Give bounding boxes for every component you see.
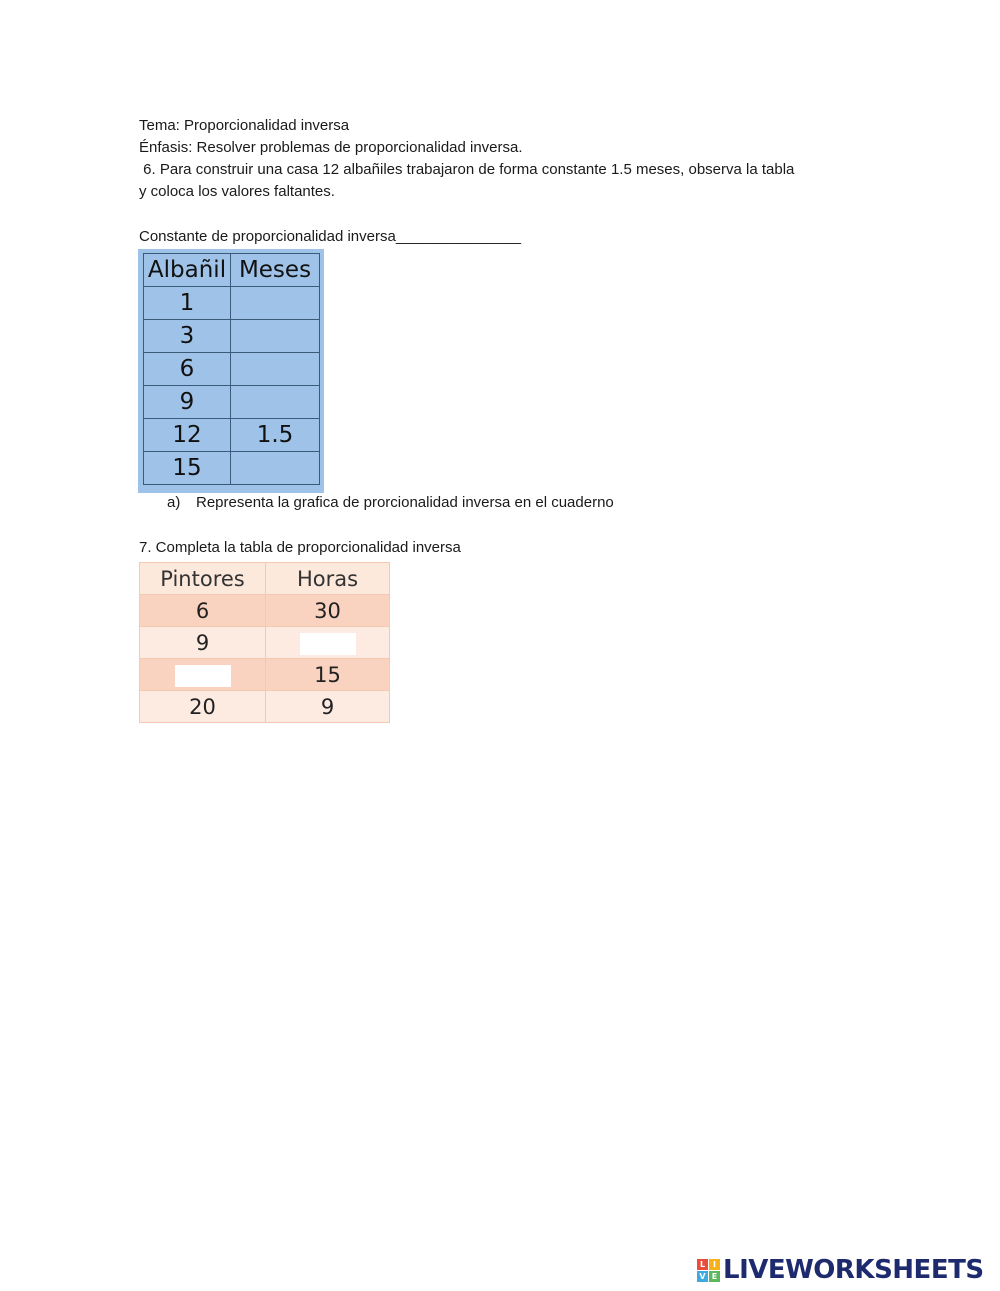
logo-text: LIVEWORKSHEETS <box>723 1255 984 1285</box>
constant-label: Constante de proporcionalidad inversa_______________ <box>139 228 521 245</box>
emphasis-line: Énfasis: Resolver problemas de proporcionalidad inversa. <box>139 139 523 156</box>
albanil-cell: 12 <box>144 419 231 452</box>
albanil-table <box>138 249 324 493</box>
pintores-cell: 9 <box>140 627 266 659</box>
horas-cell: 9 <box>266 691 390 723</box>
table-row <box>144 353 320 386</box>
item-a-marker: a) <box>167 494 181 511</box>
meses-answer-cell[interactable] <box>231 386 320 419</box>
header-meses: Meses <box>231 254 320 287</box>
table-row <box>144 320 320 353</box>
meses-answer-cell[interactable] <box>231 320 320 353</box>
meses-answer-cell[interactable] <box>231 452 320 485</box>
problem-6-text-line-1: 6. Para construir una casa 12 albañiles trabajaron de forma constante 1.5 meses, observa la tabla <box>139 161 795 178</box>
logo-tile: V <box>697 1271 708 1282</box>
horas-answer-input[interactable] <box>300 633 356 655</box>
table-row <box>140 627 390 659</box>
table-row <box>144 452 320 485</box>
pintores-answer-input[interactable] <box>175 665 231 687</box>
albanil-cell: 15 <box>144 452 231 485</box>
meses-answer-cell[interactable] <box>231 287 320 320</box>
logo-tile: L <box>697 1259 708 1270</box>
table-row <box>144 386 320 419</box>
table-row <box>144 287 320 320</box>
table-row <box>140 595 390 627</box>
pintores-cell: 20 <box>140 691 266 723</box>
header-horas: Horas <box>266 563 390 595</box>
meses-cell: 1.5 <box>231 419 320 452</box>
pintores-cell: 6 <box>140 595 266 627</box>
topic-line: Tema: Proporcionalidad inversa <box>139 117 350 134</box>
logo-tiles-icon <box>697 1259 721 1283</box>
table-header-row <box>144 254 320 287</box>
meses-answer-cell[interactable] <box>231 353 320 386</box>
item-a <box>167 492 614 514</box>
horas-answer-cell <box>266 627 390 659</box>
header-pintores: Pintores <box>140 563 266 595</box>
albanil-cell: 1 <box>144 287 231 320</box>
header-albanil: Albañil <box>144 254 231 287</box>
problem-7-title: 7. Completa la tabla de proporcionalidad inversa <box>139 539 461 556</box>
table-row <box>140 659 390 691</box>
logo-tile: I <box>709 1259 720 1270</box>
table-row <box>144 419 320 452</box>
item-a-text: Representa la grafica de prorcionalidad inversa en el cuaderno <box>196 494 614 511</box>
albanil-cell: 6 <box>144 353 231 386</box>
table-row <box>140 691 390 723</box>
problem-6-text-line-2: y coloca los valores faltantes. <box>139 183 335 200</box>
pintores-table <box>139 562 390 724</box>
logo-tile: E <box>709 1271 720 1282</box>
horas-cell: 15 <box>266 659 390 691</box>
albanil-cell: 9 <box>144 386 231 419</box>
horas-cell: 30 <box>266 595 390 627</box>
pintores-answer-cell <box>140 659 266 691</box>
albanil-cell: 3 <box>144 320 231 353</box>
table-header-row <box>140 563 390 595</box>
